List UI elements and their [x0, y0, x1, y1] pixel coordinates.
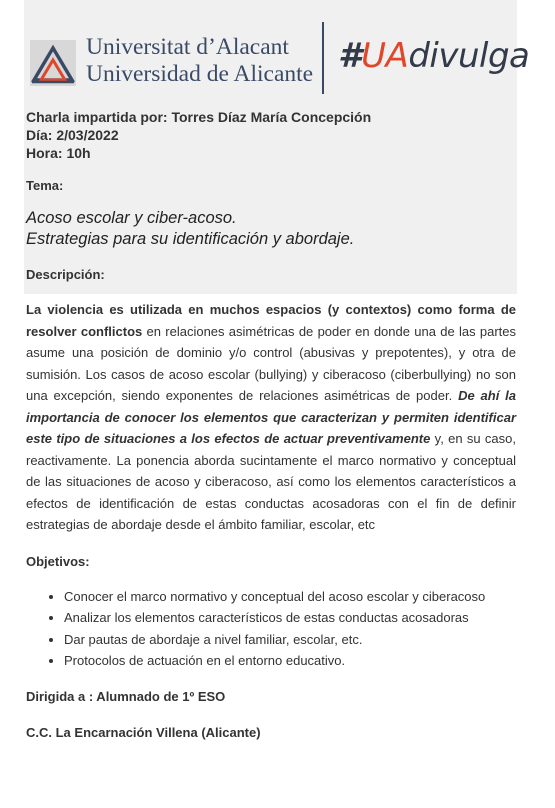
speaker-line: Charla impartida por: Torres Díaz María Concepción — [26, 109, 372, 125]
university-emblem-icon — [30, 40, 76, 86]
list-item: • Conocer el marco normativo y conceptual del acoso escolar y ciberacoso — [64, 586, 516, 608]
list-item: • Dar pautas de abordaje a nivel familiar, escolar, etc. — [64, 629, 516, 651]
uadivulga-hashtag-logo — [338, 36, 529, 76]
topic-title — [26, 208, 516, 250]
hashtag-ua: UA — [361, 36, 409, 76]
hashtag-mark: # — [338, 36, 362, 76]
time-line: Hora: 10h — [26, 145, 91, 161]
description-label: Descripción: — [26, 267, 105, 282]
description-text — [26, 299, 516, 536]
topic-title-line1: Acoso escolar y ciber-acoso. — [26, 209, 237, 227]
logo-divider — [322, 22, 324, 94]
description-bold-intro: La violencia es utilizada en muchos espacios (y contextos) como forma de resolver conflictos — [26, 302, 516, 339]
university-name-valencian: Universitat d’Alacant — [86, 34, 289, 60]
objectives-list — [26, 586, 516, 672]
description-body-1: en relaciones asimétricas de poder en donde una de las partes asume una posición de dominio y/o control (abusivas y prepotentes), y otra de sumisión. Los casos de acoso escolar (bullying) y ciberacoso (ciberbullying) no son una excepción, siendo exponentes de relaciones asimétricas de poder. — [26, 323, 516, 403]
logo-row — [24, 0, 530, 102]
university-name — [86, 34, 313, 88]
audience-line: Dirigida a : Alumnado de 1º ESO — [26, 688, 226, 704]
hashtag-divulga: divulga — [408, 36, 530, 76]
description-body-2: y, en su caso, reactivamente. La ponencia aborda sucintamente el marco normativo y conceptual de las situaciones de acoso y ciberacoso, así como los elementos característicos a efectos de identificación de estas conductas acosadoras con el fin de definir estrategias de abordaje desde el ámbito familiar, escolar, etc — [26, 431, 516, 532]
description-emphasis: De ahí la importancia de conocer los elementos que caracterizan y permiten identificar este tipo de situaciones a los efectos de actuar preventivamente — [26, 388, 517, 446]
venue-line: C.C. La Encarnación Villena (Alicante) — [26, 724, 261, 740]
topic-title-line2: Estrategias para su identificación y abordaje. — [26, 230, 355, 248]
talk-content — [26, 108, 516, 743]
topic-label: Tema: — [26, 178, 64, 193]
list-item: • Analizar los elementos característicos de estas conductas acosadoras — [64, 607, 516, 629]
university-name-spanish: Universidad de Alicante — [86, 61, 314, 87]
objectives-label: Objetivos: — [26, 553, 90, 569]
list-item: • Protocolos de actuación en el entorno educativo. — [64, 650, 516, 672]
date-line: Día: 2/03/2022 — [26, 127, 119, 143]
